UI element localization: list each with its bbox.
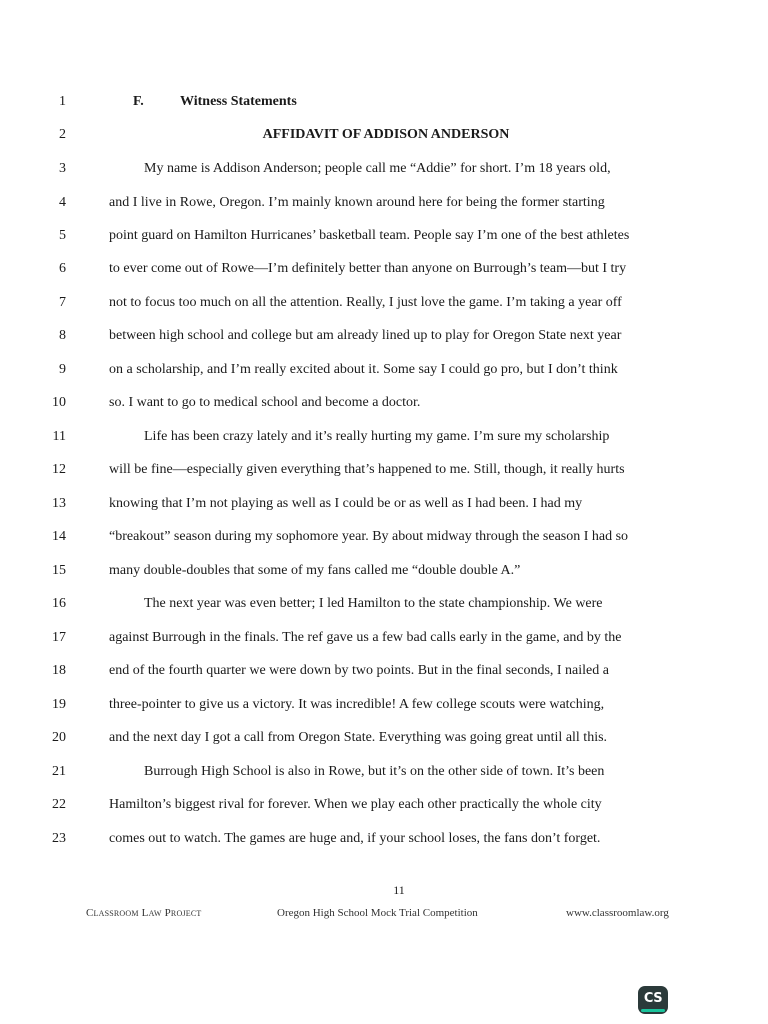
text-line: and I live in Rowe, Oregon. I’m mainly known around here for being the former starting [109,195,605,210]
text-line: many double-doubles that some of my fans called me “double double A.” [109,563,521,578]
text-line: end of the fourth quarter we were down by two points. But in the final seconds, I nailed a [109,663,609,678]
text-line: so. I want to go to medical school and become a doctor. [109,395,421,410]
line-number: 6 [59,261,66,276]
line-number: 21 [52,764,66,779]
text-line: point guard on Hamilton Hurricanes’ basketball team. People say I’m one of the best athletes [109,228,630,243]
text-line: The next year was even better; I led Hamilton to the state championship. We were [144,596,603,611]
line-number: 1 [59,94,66,109]
line-number: 16 [52,596,66,611]
line-number: 19 [52,697,66,712]
line-number: 10 [52,395,66,410]
line-number: 22 [52,797,66,812]
text-line: comes out to watch. The games are huge and, if your school loses, the fans don’t forget. [109,831,601,846]
line-number: 11 [52,429,66,444]
line-number: 3 [59,161,66,176]
section-title: Witness Statements [180,94,297,109]
line-number: 2 [59,127,66,142]
line-number: 14 [52,529,66,544]
line-number: 12 [52,462,66,477]
line-number: 9 [59,362,66,377]
line-number: 5 [59,228,66,243]
text-line: Life has been crazy lately and it’s really hurting my game. I’m sure my scholarship [144,429,610,444]
text-line: will be fine—especially given everything that’s happened to me. Still, though, it really hurts [109,462,625,477]
text-line: three-pointer to give us a victory. It was incredible! A few college scouts were watching, [109,697,605,712]
text-line: “breakout” season during my sophomore year. By about midway through the season I had so [109,529,629,544]
line-number: 13 [52,496,66,511]
line-number: 15 [52,563,66,578]
line-number: 4 [59,195,66,210]
text-line: on a scholarship, and I’m really excited about it. Some say I could go pro, but I don’t think [109,362,618,377]
text-line: Hamilton’s biggest rival for forever. When we play each other practically the whole city [109,797,602,812]
text-line: knowing that I’m not playing as well as I could be or as well as I had been. I had my [109,496,583,511]
line-number: 8 [59,328,66,343]
text-line: My name is Addison Anderson; people call me “Addie” for short. I’m 18 years old, [144,161,611,176]
text-line: against Burrough in the finals. The ref gave us a few bad calls early in the game, and by the [109,630,622,645]
line-number: 23 [52,831,66,846]
camscanner-logo-icon [638,986,668,1014]
line-number: 7 [59,295,66,310]
footer-website: www.classroomlaw.org [566,907,669,919]
text-line: Burrough High School is also in Rowe, but it’s on the other side of town. It’s been [144,764,605,779]
line-number: 20 [52,730,66,745]
section-letter: F. [133,94,144,109]
text-line: and the next day I got a call from Oregon State. Everything was going great until all this. [109,730,608,745]
text-line: between high school and college but am already lined up to play for Oregon State next year [109,328,622,343]
affidavit-title: AFFIDAVIT OF ADDISON ANDERSON [262,127,510,142]
page-number: 11 [393,883,405,897]
line-number: 18 [52,663,66,678]
badge-label: CS [643,991,663,1006]
line-number: 17 [52,630,66,645]
footer-organization: Classroom Law Project [86,907,202,919]
text-line: to ever come out of Rowe—I’m definitely better than anyone on Burrough’s team—but I try [109,261,627,276]
text-line: not to focus too much on all the attention. Really, I just love the game. I’m taking a year off [109,295,622,310]
footer-competition: Oregon High School Mock Trial Competition [277,907,478,919]
